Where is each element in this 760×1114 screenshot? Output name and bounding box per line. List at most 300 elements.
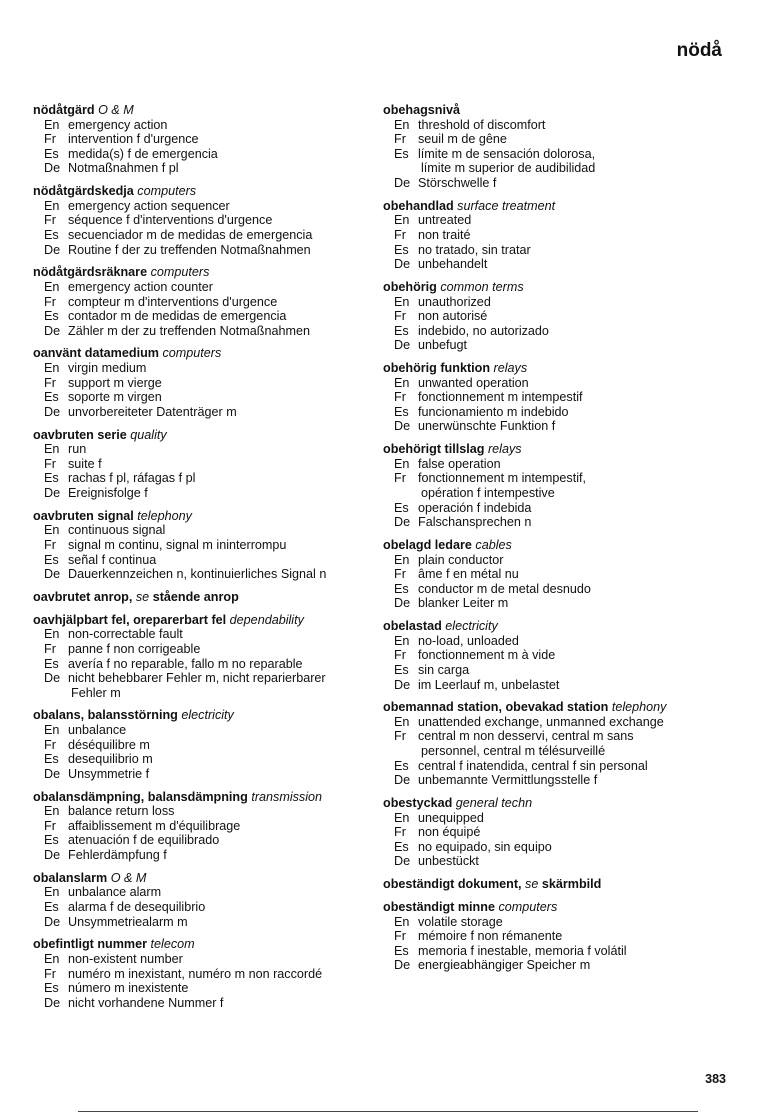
entry-headline — [383, 700, 733, 715]
translation-line — [383, 715, 733, 730]
entry-headword: obehagsnivå — [383, 103, 460, 117]
translation-line — [33, 996, 378, 1011]
translation-text: unauthorized — [418, 294, 491, 309]
translation-text: funcionamiento m indebido — [418, 404, 569, 419]
translation-text: unbestückt — [418, 854, 479, 869]
language-code: De — [394, 338, 411, 353]
translation-line — [33, 848, 378, 863]
entry-domain: general techn — [455, 796, 533, 811]
translation-text: plain conductor — [418, 552, 504, 567]
language-code: Fr — [394, 390, 406, 405]
translation-text: secuenciador m de medidas de emergencia — [68, 227, 313, 242]
dictionary-entry — [383, 280, 733, 353]
entry-domain: telephony — [137, 508, 192, 523]
translation-text: emergency action counter — [68, 279, 213, 294]
translation-line — [33, 486, 378, 501]
language-code: En — [44, 442, 60, 457]
translation-text: número m inexistente — [68, 981, 189, 996]
translation-line — [383, 257, 733, 272]
language-code: Fr — [394, 309, 406, 324]
translation-text: suite f — [68, 456, 102, 471]
translation-line — [383, 228, 733, 243]
entry-headword: obehörigt tillslag — [383, 442, 485, 457]
language-code: De — [44, 242, 61, 257]
translation-text: continuous signal — [68, 523, 166, 538]
translation-text: Notmaßnahmen f pl — [68, 161, 179, 176]
entry-domain: quality — [130, 427, 167, 442]
translation-line — [33, 161, 378, 176]
translation-text: mémoire f non rémanente — [418, 929, 563, 944]
entry-headword: oanvänt datamedium — [33, 346, 159, 361]
language-code: De — [394, 854, 411, 869]
language-code: Fr — [44, 537, 56, 552]
language-code: Es — [394, 662, 409, 677]
language-code: En — [394, 117, 410, 132]
language-code: De — [44, 161, 61, 176]
language-code: Es — [44, 899, 59, 914]
translation-line — [33, 199, 378, 214]
dictionary-entry — [383, 700, 733, 788]
entry-headline — [383, 442, 733, 457]
translation-line — [33, 361, 378, 376]
translation-text: atenuación f de equilibrado — [68, 833, 220, 848]
translation-line — [383, 176, 733, 191]
translation-text: operación f indebida — [418, 500, 532, 515]
language-code: Es — [44, 309, 59, 324]
translation-text: âme f en métal nu — [418, 567, 519, 582]
translation-text: desequilibrio m — [68, 752, 153, 767]
dictionary-entry — [383, 538, 733, 611]
language-code: Fr — [44, 294, 56, 309]
dictionary-entry — [33, 871, 378, 929]
language-code: En — [394, 213, 410, 228]
language-code: Fr — [394, 729, 406, 744]
translation-text: false operation — [418, 456, 501, 471]
language-code: Es — [44, 471, 59, 486]
dictionary-entry — [33, 103, 378, 176]
language-code: Fr — [44, 213, 56, 228]
translation-text: panne f non corrigeable — [68, 641, 201, 656]
translation-line — [383, 132, 733, 147]
translation-line — [33, 900, 378, 915]
translation-line — [383, 405, 733, 420]
translation-line — [383, 295, 733, 310]
language-code: En — [394, 552, 410, 567]
translation-text: sin carga — [418, 662, 470, 677]
entry-domain: O & M — [98, 103, 134, 117]
translation-text: Unsymmetrie f — [68, 766, 150, 781]
translation-text: untreated — [418, 213, 472, 228]
dictionary-entry — [33, 590, 378, 605]
entry-headline — [383, 538, 733, 553]
translation-text: non-correctable fault — [68, 627, 183, 642]
translation-text: blanker Leiter m — [418, 596, 509, 611]
language-code: Es — [44, 146, 59, 161]
entry-domain: computers — [498, 899, 558, 914]
translation-line — [383, 213, 733, 228]
translation-line — [33, 295, 378, 310]
translation-text: opération f intempestive — [421, 486, 555, 500]
translation-text: unerwünschte Funktion f — [418, 419, 556, 434]
language-code: En — [44, 627, 60, 642]
entry-headline — [33, 613, 378, 628]
language-code: De — [394, 596, 411, 611]
language-code: Fr — [394, 471, 406, 486]
entry-headword: obeständigt dokument, — [383, 877, 522, 892]
language-code: Fr — [44, 818, 56, 833]
entry-headline — [33, 428, 378, 443]
translation-line — [33, 738, 378, 753]
entry-headline — [383, 900, 733, 915]
language-code: De — [44, 671, 61, 686]
language-code: En — [394, 714, 410, 729]
entry-domain: dependability — [229, 612, 304, 627]
translation-line — [33, 523, 378, 538]
translation-text: compteur m d'interventions d'urgence — [68, 294, 278, 309]
entry-domain: relays — [487, 442, 522, 457]
translation-text: Ereignisfolge f — [68, 486, 148, 500]
dictionary-entry — [383, 900, 733, 973]
translation-text: im Leerlauf m, unbelastet — [418, 677, 560, 692]
translation-text: no-load, unloaded — [418, 633, 519, 648]
entry-headword: oavbruten serie — [33, 427, 127, 442]
entry-domain: computers — [162, 346, 222, 361]
translation-line — [383, 419, 733, 434]
language-code: En — [44, 804, 60, 819]
language-code: Es — [394, 581, 409, 596]
translation-text: energieabhängiger Speicher m — [418, 958, 591, 973]
translation-text: unequipped — [418, 810, 484, 825]
dictionary-entry — [383, 103, 733, 191]
entry-headword: obestyckad — [383, 796, 453, 811]
translation-line — [383, 147, 733, 162]
translation-line — [383, 309, 733, 324]
dictionary-entry — [383, 199, 733, 272]
translation-line — [33, 723, 378, 738]
entry-headword: obalansdämpning, balansdämpning — [33, 789, 248, 804]
translation-text: emergency action sequencer — [68, 198, 230, 213]
language-code: En — [44, 523, 60, 538]
translation-line — [33, 657, 378, 672]
footer-rule — [78, 1111, 698, 1112]
language-code: De — [44, 567, 61, 582]
entry-headword: obalans, balansstörning — [33, 708, 178, 723]
translation-text: señal f continua — [68, 552, 157, 567]
language-code: En — [394, 294, 410, 309]
translation-line — [33, 752, 378, 767]
translation-line — [383, 929, 733, 944]
language-code: De — [394, 515, 411, 530]
translation-text: emergency action — [68, 117, 168, 132]
translation-text: Unsymmetriealarm m — [68, 914, 188, 929]
translation-line — [383, 324, 733, 339]
language-code: Fr — [44, 375, 56, 390]
language-code: En — [44, 279, 60, 294]
translation-text: límite m de sensación dolorosa, — [418, 146, 596, 161]
language-code: Es — [44, 752, 59, 767]
translation-text: balance return loss — [68, 804, 175, 819]
see-reference: se — [525, 877, 539, 892]
translation-line — [383, 567, 733, 582]
dictionary-entry — [33, 265, 378, 338]
translation-line — [383, 915, 733, 930]
entry-headline — [383, 361, 733, 376]
language-code: Fr — [44, 966, 56, 981]
language-code: Es — [394, 404, 409, 419]
translation-text: unbefugt — [418, 338, 468, 353]
translation-text: Routine f der zu treffenden Notmaßnahmen — [68, 242, 311, 257]
translation-text: avería f no reparable, fallo m no reparable — [68, 656, 303, 671]
translation-line — [383, 390, 733, 405]
language-code: Es — [44, 390, 59, 405]
translation-line — [33, 442, 378, 457]
translation-line — [383, 471, 733, 486]
dictionary-entry — [33, 428, 378, 501]
translation-line — [33, 457, 378, 472]
translation-text: déséquilibre m — [68, 737, 150, 752]
translation-line — [383, 501, 733, 516]
translation-text: nicht behebbarer Fehler m, nicht reparierbarer — [68, 671, 326, 686]
dictionary-entry — [33, 184, 378, 257]
translation-text: límite m superior de audibilidad — [421, 161, 596, 176]
entry-headword: obelastad — [383, 619, 442, 634]
translation-line — [33, 967, 378, 982]
translation-text: virgin medium — [68, 361, 147, 376]
translation-continuation — [33, 686, 378, 701]
language-code: Es — [394, 242, 409, 257]
language-code: En — [44, 951, 60, 966]
dictionary-entry — [383, 361, 733, 434]
entry-headword: obeständigt minne — [383, 899, 495, 914]
translation-text: non autorisé — [418, 309, 488, 324]
translation-text: no tratado, sin tratar — [418, 242, 531, 257]
language-code: En — [394, 375, 410, 390]
translation-line — [33, 132, 378, 147]
language-code: De — [44, 995, 61, 1010]
entry-headword: obalanslarm — [33, 870, 108, 885]
translation-line — [383, 944, 733, 959]
language-code: De — [44, 766, 61, 781]
language-code: En — [44, 885, 60, 900]
translation-line — [383, 338, 733, 353]
translation-line — [33, 819, 378, 834]
translation-line — [33, 642, 378, 657]
language-code: Es — [394, 500, 409, 515]
entry-headword: obemannad station, obevakad station — [383, 700, 609, 715]
translation-text: non traité — [418, 227, 471, 242]
language-code: En — [394, 914, 410, 929]
translation-text: unbalance — [68, 723, 127, 738]
language-code: Fr — [44, 132, 56, 147]
language-code: De — [44, 486, 61, 500]
language-code: De — [394, 958, 411, 973]
language-code: En — [44, 198, 60, 213]
translation-text: medida(s) f de emergencia — [68, 146, 218, 161]
dictionary-entry — [383, 619, 733, 692]
dictionary-entry — [33, 509, 378, 582]
translation-line — [33, 981, 378, 996]
translation-text: Störschwelle f — [418, 175, 497, 190]
translation-text: memoria f inestable, memoria f volátil — [418, 943, 627, 958]
translation-text: unbalance alarm — [68, 885, 162, 900]
language-code: De — [394, 677, 411, 692]
translation-line — [383, 515, 733, 530]
entry-headline — [33, 509, 378, 524]
translation-line — [33, 915, 378, 930]
translation-line — [33, 324, 378, 339]
language-code: Fr — [394, 648, 406, 663]
translation-continuation — [383, 161, 733, 176]
entry-headword: nödåtgärd — [33, 103, 95, 117]
entry-headline — [33, 265, 378, 280]
entry-headline — [383, 199, 733, 214]
translation-text: contador m de medidas de emergencia — [68, 309, 287, 324]
translation-line — [33, 376, 378, 391]
translation-line — [383, 243, 733, 258]
translation-text: seuil m de gêne — [418, 132, 507, 147]
translation-text: Dauerkennzeichen n, kontinuierliches Signal n — [68, 567, 327, 582]
language-code: De — [44, 914, 61, 929]
translation-text: conductor m de metal desnudo — [418, 581, 591, 596]
language-code: De — [44, 323, 61, 338]
running-head: nödå — [676, 40, 722, 61]
entry-headword: obehörig funktion — [383, 361, 491, 376]
translation-line — [33, 309, 378, 324]
translation-line — [383, 634, 733, 649]
entry-domain: O & M — [110, 870, 147, 885]
translation-text: unvorbereiteter Datenträger m — [68, 404, 237, 419]
translation-text: soporte m virgen — [68, 390, 162, 405]
translation-continuation — [383, 744, 733, 759]
translation-line — [383, 825, 733, 840]
translation-text: central f inatendida, central f sin personal — [418, 758, 648, 773]
translation-line — [383, 553, 733, 568]
translation-text: unbehandelt — [418, 257, 488, 272]
dictionary-entry — [383, 442, 733, 530]
entry-headword: oavhjälpbart fel, oreparerbart fel — [33, 612, 227, 627]
entry-domain: electricity — [181, 708, 234, 723]
see-reference: se — [135, 589, 150, 604]
translation-text: threshold of discomfort — [418, 117, 546, 132]
translation-text: séquence f d'interventions d'urgence — [68, 213, 273, 228]
translation-line — [383, 854, 733, 869]
translation-line — [33, 627, 378, 642]
translation-line — [383, 582, 733, 597]
translation-text: fonctionnement m à vide — [418, 648, 556, 663]
translation-line — [33, 553, 378, 568]
dictionary-entry — [383, 877, 733, 892]
language-code: De — [394, 773, 411, 788]
entry-headline — [33, 708, 378, 723]
entry-headline — [33, 937, 378, 952]
translation-text: central m non desservi, central m sans — [418, 729, 634, 744]
entry-domain: cables — [475, 537, 512, 552]
translation-line — [33, 833, 378, 848]
dictionary-entry — [383, 796, 733, 869]
translation-line — [383, 663, 733, 678]
translation-text: support m vierge — [68, 375, 162, 390]
entry-domain: surface treatment — [457, 198, 556, 213]
translation-line — [33, 804, 378, 819]
translation-text: Fehlerdämpfung f — [68, 848, 167, 862]
translation-text: affaiblissement m d'équilibrage — [68, 818, 241, 833]
translation-text: rachas f pl, ráfagas f pl — [68, 471, 196, 486]
dictionary-entry — [33, 708, 378, 781]
translation-line — [383, 648, 733, 663]
entry-headline — [383, 877, 733, 892]
entry-headline — [33, 346, 378, 361]
entry-headword: obehandlad — [383, 198, 454, 213]
translation-line — [33, 390, 378, 405]
entry-headword: obelagd ledare — [383, 537, 472, 552]
translation-line — [383, 596, 733, 611]
language-code: En — [44, 361, 60, 376]
language-code: Es — [44, 833, 59, 848]
entry-headline — [33, 184, 378, 199]
entry-headline — [33, 790, 378, 805]
page-number: 383 — [705, 1072, 726, 1086]
language-code: Fr — [394, 567, 406, 582]
translation-line — [33, 538, 378, 553]
translation-text: alarma f de desequilibrio — [68, 899, 206, 914]
translation-text: unwanted operation — [418, 375, 529, 390]
translation-line — [383, 811, 733, 826]
translation-line — [33, 671, 378, 686]
language-code: Es — [44, 227, 59, 242]
language-code: Fr — [394, 227, 406, 242]
entry-headline — [383, 103, 733, 118]
entry-domain: relays — [493, 361, 528, 376]
translation-line — [33, 118, 378, 133]
entry-domain: electricity — [445, 619, 498, 634]
translation-line — [33, 147, 378, 162]
translation-text: numéro m inexistant, numéro m non raccordé — [68, 966, 323, 981]
language-code: Fr — [394, 132, 406, 147]
entry-domain: computers — [150, 265, 210, 280]
translation-text: Falschansprechen n — [418, 515, 532, 530]
language-code: Fr — [44, 456, 56, 471]
entry-headword: nödåtgärdskedja — [33, 184, 134, 199]
translation-line — [33, 228, 378, 243]
translation-text: intervention f d'urgence — [68, 132, 199, 147]
translation-text: signal m continu, signal m ininterrompu — [68, 537, 287, 552]
translation-line — [33, 885, 378, 900]
language-code: De — [394, 175, 411, 190]
translation-text: fonctionnement m intempestif, — [418, 471, 586, 486]
dictionary-entry — [33, 937, 378, 1010]
translation-line — [33, 952, 378, 967]
entry-headline — [33, 103, 378, 118]
language-code: Es — [394, 146, 409, 161]
language-code: Fr — [44, 737, 56, 752]
language-code: Fr — [394, 929, 406, 944]
entry-domain: transmission — [251, 789, 323, 804]
translation-line — [33, 767, 378, 782]
translation-line — [33, 405, 378, 420]
language-code: En — [44, 117, 60, 132]
translation-text: run — [68, 442, 87, 457]
entry-domain: computers — [137, 184, 197, 199]
entry-headword: oavbrutet anrop, — [33, 589, 133, 604]
language-code: Es — [44, 981, 59, 996]
entry-domain: common terms — [440, 279, 524, 294]
language-code: Es — [394, 758, 409, 773]
translation-text: no equipado, sin equipo — [418, 839, 552, 854]
translation-line — [383, 729, 733, 744]
translation-line — [383, 678, 733, 693]
translation-line — [383, 773, 733, 788]
translation-line — [33, 280, 378, 295]
